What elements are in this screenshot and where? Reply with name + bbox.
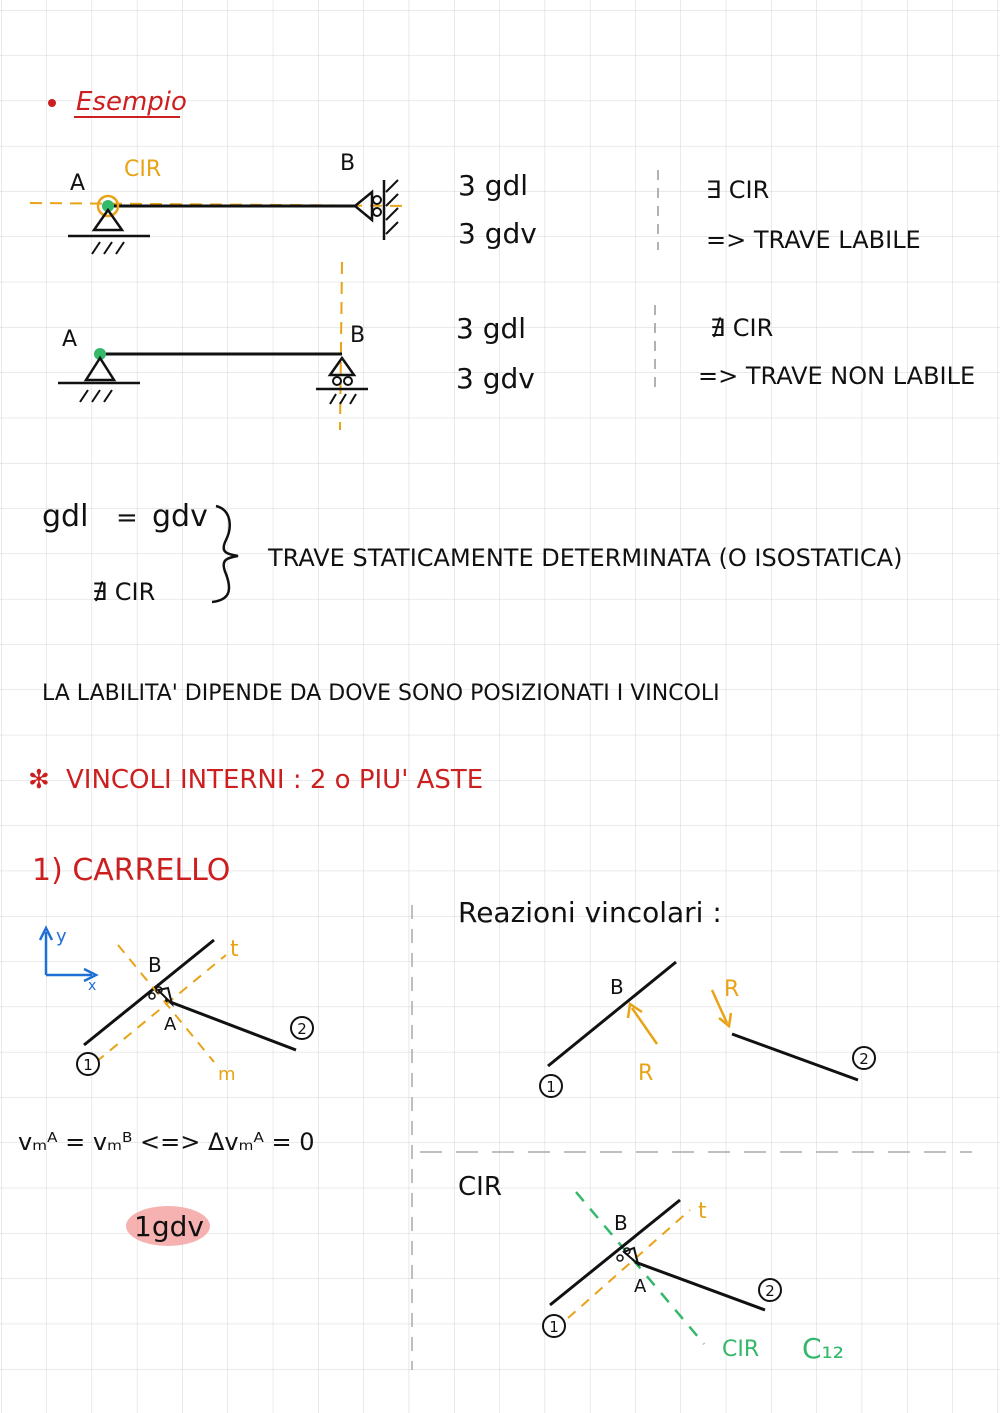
label-a: A [62,327,78,352]
axis-x-label: x [88,978,97,994]
section-bullet: ✻ [28,765,50,795]
label-c12: C₁₂ [802,1332,844,1365]
condition-lhs: gdl [42,499,89,534]
label-b: B [350,323,366,348]
carrello-equation: vₘᴬ = vₘᴮ <=> Δvₘᴬ = 0 [18,1128,315,1156]
reazioni-title: Reazioni vincolari : [458,896,722,929]
member-1-label: 1 [546,1078,556,1096]
label-a: A [164,1014,177,1035]
label-b: B [340,151,356,176]
axis-y-label: y [56,926,67,947]
ex1-exists-cir: ∃ CIR [706,176,770,204]
label-r-bottom: R [638,1061,654,1086]
label-r-top: R [724,977,740,1002]
label-b: B [614,1211,628,1235]
condition-eq: = [116,503,138,533]
title-bullet [48,99,56,107]
condition-not-exists-cir: ∄ CIR [92,578,156,606]
label-a: A [70,171,86,196]
label-t: t [698,1199,707,1224]
ex1-gdl: 3 gdl [458,169,529,202]
label-cir: CIR [722,1337,760,1362]
member-1-label: 1 [549,1318,559,1336]
label-t: t [230,937,239,962]
member-2-label: 2 [765,1282,775,1300]
section-heading: VINCOLI INTERNI : 2 o PIU' ASTE [66,765,484,795]
label-a: A [634,1276,647,1297]
item-heading: 1) CARRELLO [32,853,231,888]
cir-title: CIR [458,1172,502,1202]
condition-result: TRAVE STATICAMENTE DETERMINATA (O ISOSTATICA) [268,544,903,572]
label-b: B [610,975,624,999]
ex2-result: => TRAVE NON LABILE [698,362,976,390]
ex2-gdv: 3 gdv [456,362,535,395]
member-2-label: 2 [297,1020,307,1038]
member-2-label: 2 [859,1050,869,1068]
ex1-gdv: 3 gdv [458,217,537,250]
label-n: m [218,1064,236,1085]
ex2-gdl: 3 gdl [456,312,527,345]
page-title: Esempio [76,87,187,117]
ex2-not-exists-cir: ∄ CIR [710,314,774,342]
carrello-gdv: 1gdv [134,1210,204,1243]
condition-rhs: gdv [152,499,208,534]
label-cir: CIR [124,157,162,182]
lability-note: LA LABILITA' DIPENDE DA DOVE SONO POSIZIONATI I VINCOLI [42,681,720,706]
label-b: B [148,953,162,977]
ex1-result: => TRAVE LABILE [706,226,921,254]
member-1-label: 1 [83,1056,93,1074]
